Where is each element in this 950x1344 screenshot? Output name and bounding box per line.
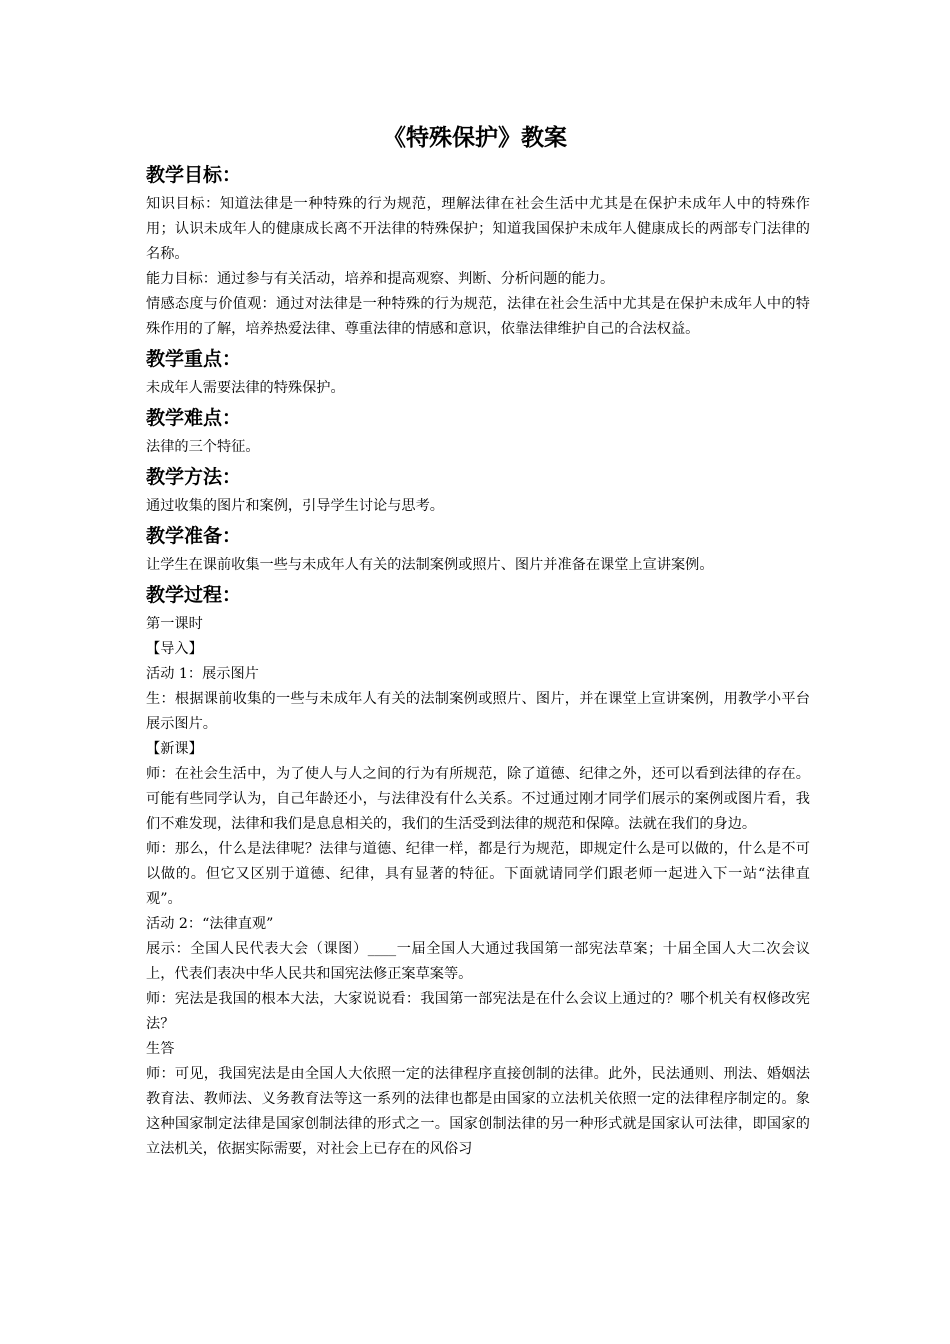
section-difficulty — [146, 401, 810, 460]
paragraph: 生答 — [146, 1041, 175, 1057]
paragraph: 活动 1：展示图片 — [146, 666, 259, 682]
paragraph: 情感态度与价值观：通过对法律是一种特殊的行为规范，法律在社会生活中尤其是在保护未成年人中的特殊作用的了解，培养热爱法律、尊重法律的情感和意识，依靠法律维护自己的合法权益。 — [146, 296, 810, 337]
paragraph: 活动 2：“法律直观” — [146, 916, 274, 932]
section-prep — [146, 519, 810, 578]
section-heading: 教学准备： — [146, 525, 242, 547]
paragraph: 展示：全国人民代表大会（课图）____一届全国人大通过我国第一部宪法草案；十届全国人大二次会议上，代表们表决中华人民共和国宪法修正案草案等。 — [146, 941, 810, 982]
document-body — [146, 158, 810, 1162]
section-key — [146, 342, 810, 401]
document-title: 《特殊保护》教案 — [383, 124, 567, 151]
section-method — [146, 460, 810, 519]
section-process — [146, 578, 810, 1162]
paragraph: 知识目标：知道法律是一种特殊的行为规范，理解法律在社会生活中尤其是在保护未成年人中的特殊作用；认识未成年人的健康成长离不开法律的特殊保护；知道我国保护未成年人健康成长的两部专门法律的名称。 — [146, 196, 810, 262]
paragraph: 让学生在课前收集一些与未成年人有关的法制案例或照片、图片并准备在课堂上宣讲案例。 — [146, 557, 714, 573]
paragraph: 生：根据课前收集的一些与未成年人有关的法制案例或照片、图片，并在课堂上宣讲案例，用教学小平台展示图片。 — [146, 691, 810, 732]
paragraph: 未成年人需要法律的特殊保护。 — [146, 380, 345, 396]
paragraph: 第一课时 — [146, 616, 203, 632]
paragraph: 能力目标：通过参与有关活动，培养和提高观察、判断、分析问题的能力。 — [146, 271, 615, 287]
paragraph: 师：宪法是我国的根本大法，大家说说看：我国第一部宪法是在什么会议上通过的？哪个机关有权修改宪法？ — [146, 991, 810, 1032]
paragraph: 师：在社会生活中，为了使人与人之间的行为有所规范，除了道德、纪律之外，还可以看到法律的存在。可能有些同学认为，自己年龄还小，与法律没有什么关系。不过通过刚才同学们展示的案例或图片看，我们不难发现，法律和我们是息息相关的，我们的生活受到法律的规范和保障。法就在我们的身边。 — [146, 766, 810, 832]
section-goals — [146, 158, 810, 342]
paragraph: 师：可见，我国宪法是由全国人大依照一定的法律程序直接创制的法律。此外，民法通则、刑法、婚姻法教育法、教师法、义务教育法等这一系列的法律也都是由国家的立法机关依照一定的法律程序制定的。象这种国家制定法律是国家创制法律的形式之一。国家创制法律的另一种形式就是国家认可法律，即国家的立法机关，依据实际需要，对社会上已存在的风俗习 — [146, 1066, 810, 1157]
paragraph: 师：那么，什么是法律呢？法律与道德、纪律一样，都是行为规范，即规定什么是可以做的，什么是不可以做的。但它又区别于道德、纪律，具有显著的特征。下面就请同学们跟老师一起进入下一站“法律直观”。 — [146, 841, 810, 907]
section-heading: 教学过程： — [146, 584, 242, 606]
section-heading: 教学方法： — [146, 466, 242, 488]
paragraph: 通过收集的图片和案例，引导学生讨论与思考。 — [146, 498, 444, 514]
section-heading: 教学目标： — [146, 164, 242, 186]
paragraph: 【导入】 — [146, 641, 203, 657]
paragraph: 【新课】 — [146, 741, 203, 757]
section-heading: 教学难点： — [146, 407, 242, 429]
paragraph: 法律的三个特征。 — [146, 439, 260, 455]
section-heading: 教学重点： — [146, 348, 242, 370]
